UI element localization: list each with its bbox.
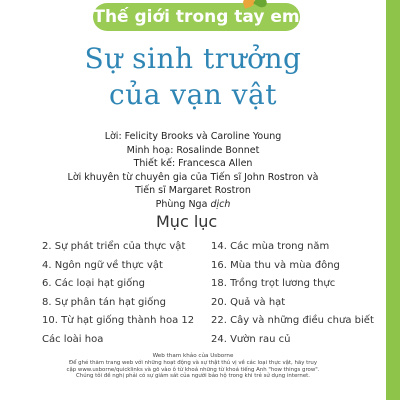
toc-item: 16. Mùa thu và mùa đông (211, 259, 340, 271)
web-reference-note (0, 353, 386, 380)
credit-authors: Lời: Felicity Brooks và Caroline Young (104, 131, 282, 142)
web-line-1: Để ghé thăm trang web với những hoạt động và sự thật thú vị về các loại thực vật, hãy truy (68, 359, 318, 366)
series-banner (93, 3, 300, 31)
web-heading: Web tham khảo của Usborne (152, 353, 234, 359)
toc-item: 4. Ngôn ngữ về thực vật (42, 259, 163, 271)
credit-designer: Thiết kế: Francesca Allen (133, 158, 253, 169)
toc-item: 14. Các mùa trong năm (211, 241, 330, 252)
credit-illustrator: Minh hoạ: Rosalinde Bonnet (126, 144, 260, 156)
toc-item: 22. Cây và những điều chưa biết (211, 315, 374, 326)
web-line-2: cập www.usborne/quicklinks và gõ vào ô từ khoá những từ khoá tiếng Anh "how things grow". (66, 366, 320, 373)
translator-role: dịch (210, 198, 231, 210)
credit-experts-2: Tiến sĩ Margaret Rostron (135, 185, 251, 196)
toc-heading: Mục lục (156, 212, 218, 231)
translator-name: Phùng Nga (155, 198, 208, 210)
decorative-green-strip (386, 0, 400, 400)
toc-item: 20. Quả và hạt (211, 296, 286, 308)
toc-item: 24. Vườn rau củ (211, 333, 291, 345)
toc-item: Các loài hoa (42, 333, 104, 345)
toc-item: 10. Từ hạt giống thành hoa 12 (42, 315, 195, 326)
book-title-line-2: của vạn vật (108, 78, 278, 111)
credit-experts-1: Lời khuyên từ chuyên gia của Tiến sĩ John Rostron và (67, 171, 319, 183)
toc-left-column (42, 238, 194, 349)
toc-item: 18. Trồng trọt lương thực (211, 278, 336, 289)
toc-item: 2. Sự phát triển của thực vật (42, 241, 186, 252)
web-line-3: Chúng tôi đề nghị phải có sự giám sát của người bảo hộ trong khi trẻ sử dụng internet. (76, 373, 310, 380)
credit-translator (0, 198, 386, 212)
credits (0, 130, 386, 211)
toc-item: 8. Sự phân tán hạt giống (42, 296, 166, 308)
toc-item: 6. Các loại hạt giống (42, 278, 145, 289)
book-title-line-1: Sự sinh trưởng (84, 42, 302, 75)
series-name: Thế giới trong tay em (93, 7, 300, 27)
toc-right-column (211, 238, 374, 349)
